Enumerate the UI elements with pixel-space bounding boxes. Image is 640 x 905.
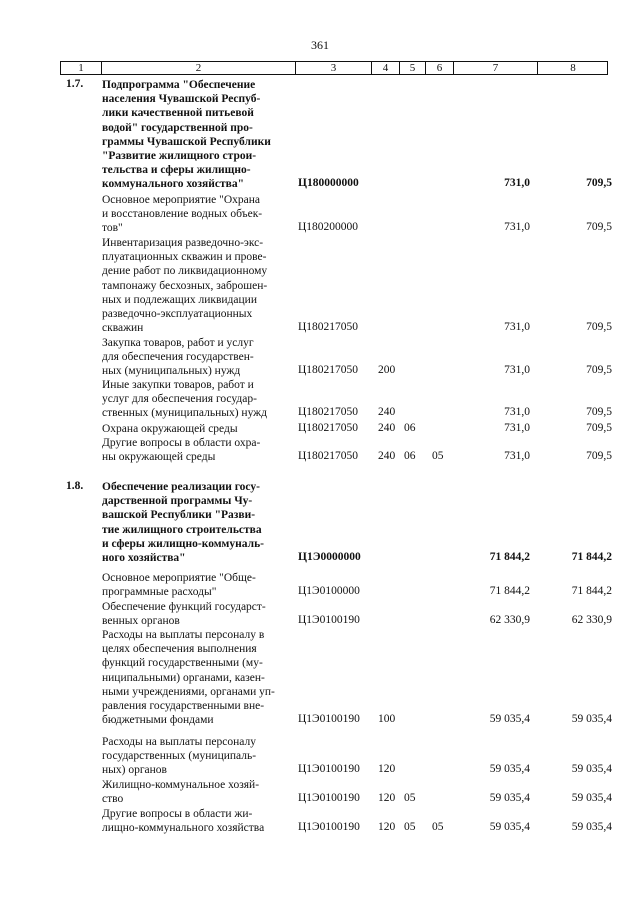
row-description <box>102 778 289 806</box>
amount-col-7: 731,0 <box>504 364 530 377</box>
description-line: ны окружающей среды <box>102 451 216 464</box>
header-col-6: 6 <box>425 62 453 74</box>
amount-col-7: 731,0 <box>504 450 530 463</box>
row-description <box>102 628 289 727</box>
amount-col-7: 71 844,2 <box>489 551 530 563</box>
row-description <box>102 236 289 335</box>
amount-col-8: 709,5 <box>586 321 612 334</box>
amount-col-7: 731,0 <box>504 422 530 434</box>
amount-col-8: 59 035,4 <box>571 792 612 805</box>
amount-col-7: 71 844,2 <box>489 585 530 598</box>
description-line: Обеспечение реализации госу- <box>102 481 260 493</box>
description-line: водой" государственной про- <box>102 121 253 134</box>
description-line: Основное мероприятие "Охрана <box>102 194 261 206</box>
description-line: дение работ по ликвидационному <box>102 265 268 278</box>
description-line: Закупка товаров, работ и услуг <box>102 337 254 349</box>
description-line: Другие вопросы в области охра- <box>102 437 261 449</box>
description-line: тие жилищного строительства <box>102 523 262 536</box>
header-col-4: 4 <box>371 62 399 74</box>
header-col-7: 7 <box>453 62 537 74</box>
expense-type: 120 <box>378 792 396 805</box>
amount-col-7: 62 330,9 <box>489 614 530 627</box>
row-description <box>102 378 289 421</box>
target-code: Ц180217050 <box>298 364 359 377</box>
description-line: Расходы на выплаты персоналу в <box>102 629 265 641</box>
target-code: Ц180217050 <box>298 406 359 419</box>
amount-col-8: 62 330,9 <box>571 614 612 627</box>
amount-col-8: 709,5 <box>586 177 612 190</box>
description-line: Жилищно-коммунальное хозяй- <box>102 779 260 791</box>
row-description <box>102 600 289 628</box>
subsection: 05 <box>432 450 444 463</box>
description-line: ниципальными) органами, казен- <box>102 671 265 684</box>
amount-col-7: 59 035,4 <box>489 792 530 805</box>
description-line: функций государственными (му- <box>102 657 263 670</box>
target-code: Ц180200000 <box>298 221 359 234</box>
target-code: Ц180217050 <box>298 321 359 334</box>
description-line: населения Чувашской Респуб- <box>102 93 261 106</box>
amount-col-8: 709,5 <box>586 221 612 234</box>
section: 06 <box>404 422 416 434</box>
description-line: услуг для обеспечения государ- <box>102 393 257 406</box>
target-code: Ц1Э0100190 <box>298 763 360 776</box>
description-line: ных) органов <box>102 764 167 777</box>
description-line: целях обеспечения выполнения <box>102 643 257 656</box>
amount-col-7: 731,0 <box>504 221 530 234</box>
description-line: ными учреждениями, органами уп- <box>102 685 275 698</box>
target-code: Ц180000000 <box>298 177 359 190</box>
description-line: "Развитие жилищного строи- <box>102 150 257 163</box>
amount-col-8: 71 844,2 <box>571 551 612 563</box>
description-line: скважин <box>102 322 144 335</box>
description-line: программные расходы" <box>102 586 217 599</box>
amount-col-8: 709,5 <box>586 364 612 377</box>
target-code: Ц1Э0100190 <box>298 821 360 834</box>
section: 05 <box>404 792 416 805</box>
target-code: Ц1Э0000000 <box>298 551 361 563</box>
amount-col-7: 731,0 <box>504 406 530 419</box>
page-number: 361 <box>311 38 329 52</box>
row-description <box>102 78 289 192</box>
description-line: и сферы жилищно-коммуналь- <box>102 537 264 550</box>
expense-type: 120 <box>378 821 396 834</box>
description-line: бюджетными фондами <box>102 714 214 727</box>
amount-col-8: 709,5 <box>586 450 612 463</box>
description-line: лики качественной питьевой <box>102 107 254 120</box>
target-code: Ц1Э0100190 <box>298 792 360 805</box>
table-header <box>60 61 608 75</box>
target-code: Ц1Э0100190 <box>298 713 360 726</box>
header-col-1: 1 <box>78 62 84 74</box>
description-line: граммы Чувашской Республики <box>102 135 271 148</box>
expense-type: 240 <box>378 422 396 434</box>
amount-col-8: 59 035,4 <box>571 821 612 834</box>
amount-col-8: 59 035,4 <box>571 713 612 726</box>
description-line: Расходы на выплаты персоналу <box>102 736 256 748</box>
section: 05 <box>404 821 416 834</box>
description-line: Инвентаризация разведочно-экс- <box>102 237 264 249</box>
description-line: разведочно-эксплуатационных <box>102 308 253 321</box>
row-description <box>102 436 289 464</box>
section: 06 <box>404 450 416 463</box>
amount-col-7: 59 035,4 <box>489 821 530 834</box>
description-line: дарственной программы Чу- <box>102 495 253 508</box>
row-description <box>102 193 289 236</box>
row-number: 1.8. <box>66 480 84 492</box>
description-line: государственных (муниципаль- <box>102 750 257 763</box>
amount-col-8: 59 035,4 <box>571 763 612 776</box>
description-line: тельства и сферы жилищно- <box>102 164 251 177</box>
header-col-8: 8 <box>537 62 608 74</box>
description-line: ного хозяйства" <box>102 552 186 565</box>
description-line: тампонажу бесхозных, заброшен- <box>102 279 268 292</box>
description-line: Подпрограмма "Обеспечение <box>102 79 256 91</box>
amount-col-8: 709,5 <box>586 422 612 434</box>
description-line: вашской Республики "Разви- <box>102 509 256 522</box>
description-line: ство <box>102 793 124 806</box>
expense-type: 240 <box>378 406 396 419</box>
description-line: Охрана окружающей среды <box>102 423 238 435</box>
description-line: Основное мероприятие "Обще- <box>102 572 256 584</box>
description-line: Обеспечение функций государст- <box>102 601 266 613</box>
description-line: плуатационных скважин и прове- <box>102 251 267 264</box>
header-col-5: 5 <box>399 62 425 74</box>
row-description <box>102 480 289 565</box>
description-line: ственных (муниципальных) нужд <box>102 407 267 420</box>
amount-col-7: 59 035,4 <box>489 713 530 726</box>
target-code: Ц180217050 <box>298 422 359 434</box>
row-number: 1.7. <box>66 78 84 90</box>
expense-type: 240 <box>378 450 396 463</box>
expense-type: 120 <box>378 763 396 776</box>
row-description <box>102 807 289 835</box>
amount-col-7: 731,0 <box>504 177 530 190</box>
row-description <box>102 336 289 379</box>
description-line: и восстановление водных объек- <box>102 208 263 221</box>
row-description <box>102 735 289 778</box>
amount-col-8: 71 844,2 <box>571 585 612 598</box>
row-description <box>102 571 289 599</box>
header-col-3: 3 <box>295 62 371 74</box>
target-code: Ц1Э0100000 <box>298 585 360 598</box>
description-line: венных органов <box>102 615 180 628</box>
amount-col-7: 731,0 <box>504 321 530 334</box>
row-description <box>102 422 289 436</box>
description-line: тов" <box>102 222 123 235</box>
description-line: Другие вопросы в области жи- <box>102 808 253 820</box>
subsection: 05 <box>432 821 444 834</box>
header-col-2: 2 <box>101 62 295 74</box>
expense-type: 200 <box>378 364 396 377</box>
description-line: Иные закупки товаров, работ и <box>102 379 254 391</box>
target-code: Ц180217050 <box>298 450 359 463</box>
description-line: равления государственными вне- <box>102 700 265 713</box>
amount-col-7: 59 035,4 <box>489 763 530 776</box>
description-line: коммунального хозяйства" <box>102 178 244 191</box>
description-line: ных (муниципальных) нужд <box>102 365 241 378</box>
target-code: Ц1Э0100190 <box>298 614 360 627</box>
description-line: ных и подлежащих ликвидации <box>102 293 257 306</box>
amount-col-8: 709,5 <box>586 406 612 419</box>
description-line: для обеспечения государствен- <box>102 351 254 364</box>
expense-type: 100 <box>378 713 396 726</box>
description-line: лищно-коммунального хозяйства <box>102 822 265 835</box>
